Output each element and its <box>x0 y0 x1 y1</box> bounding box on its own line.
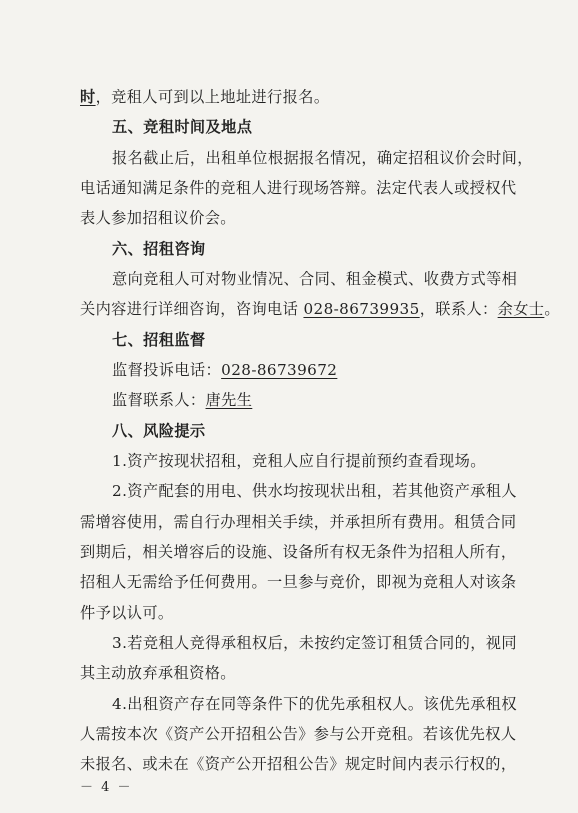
paragraph-line <box>112 359 552 381</box>
paragraph-line: 1.资产按现状招租，竞租人应自行提前预约查看现场。 <box>112 452 486 470</box>
paragraph-line: 到期后，相关增容后的设施、设备所有权无条件为招租人所有， <box>80 543 517 561</box>
supervision-contact: 唐先生 <box>205 391 253 409</box>
text-line <box>80 86 520 108</box>
paragraph-line: 需增容使用，需自行办理相关手续，并承担所有费用。租赁合同 <box>80 513 517 531</box>
paragraph-line: 4.出租资产存在同等条件下的优先承租权人。该优先承租权 <box>112 695 517 713</box>
paragraph-line: 未报名、或未在《资产公开招租公告》规定时间内表示行权的， <box>80 755 517 773</box>
supervision-phone: 028-86739672 <box>221 361 338 379</box>
paragraph-line: 件予以认可。 <box>80 604 174 622</box>
paragraph-line: 2.资产配套的用电、供水均按现状出租，若其他资产承租人 <box>112 482 517 500</box>
text-span: ，竞租人可到以上地址进行报名。 <box>95 88 330 106</box>
paragraph-line: 报名截止后，出租单位根据报名情况，确定招租议价会时间， <box>112 149 533 167</box>
section-heading-7: 七、招租监督 <box>112 331 206 349</box>
paragraph-line <box>112 389 552 411</box>
paragraph-line: 3.若竞租人竞得承租权后，未按约定签订租赁合同的，视同 <box>112 634 517 652</box>
text-span: 监督投诉电话： <box>112 361 222 379</box>
text-span: 监督联系人： <box>112 391 206 409</box>
consult-phone: 028-86739935 <box>303 300 420 318</box>
paragraph-line: 表人参加招租议价会。 <box>80 209 236 227</box>
paragraph-line: 招租人无需给予任何费用。一旦参与竞价，即视为竞租人对该条 <box>80 573 517 591</box>
underlined-word: 时 <box>80 88 96 106</box>
section-heading-8: 八、风险提示 <box>112 422 206 440</box>
paragraph-line: 人需按本次《资产公开招租公告》参与公开竞租。若该优先权人 <box>80 725 517 743</box>
paragraph-line <box>80 298 560 320</box>
paragraph-line: 电话通知满足条件的竞租人进行现场答辩。法定代表人或授权代 <box>80 179 517 197</box>
text-span: 。 <box>544 300 560 318</box>
text-span: ，联系人： <box>419 300 498 318</box>
text-span: 关内容进行详细咨询，咨询电话 <box>80 300 304 318</box>
contact-name: 余女士 <box>497 300 545 318</box>
section-heading-6: 六、招租咨询 <box>112 240 206 258</box>
page-number: － 4 － <box>80 780 133 795</box>
paragraph-line: 意向竞租人可对物业情况、合同、租金模式、收费方式等相 <box>112 270 518 288</box>
paragraph-line: 其主动放弃承租资格。 <box>80 664 236 682</box>
section-heading-5: 五、竞租时间及地点 <box>112 118 253 136</box>
